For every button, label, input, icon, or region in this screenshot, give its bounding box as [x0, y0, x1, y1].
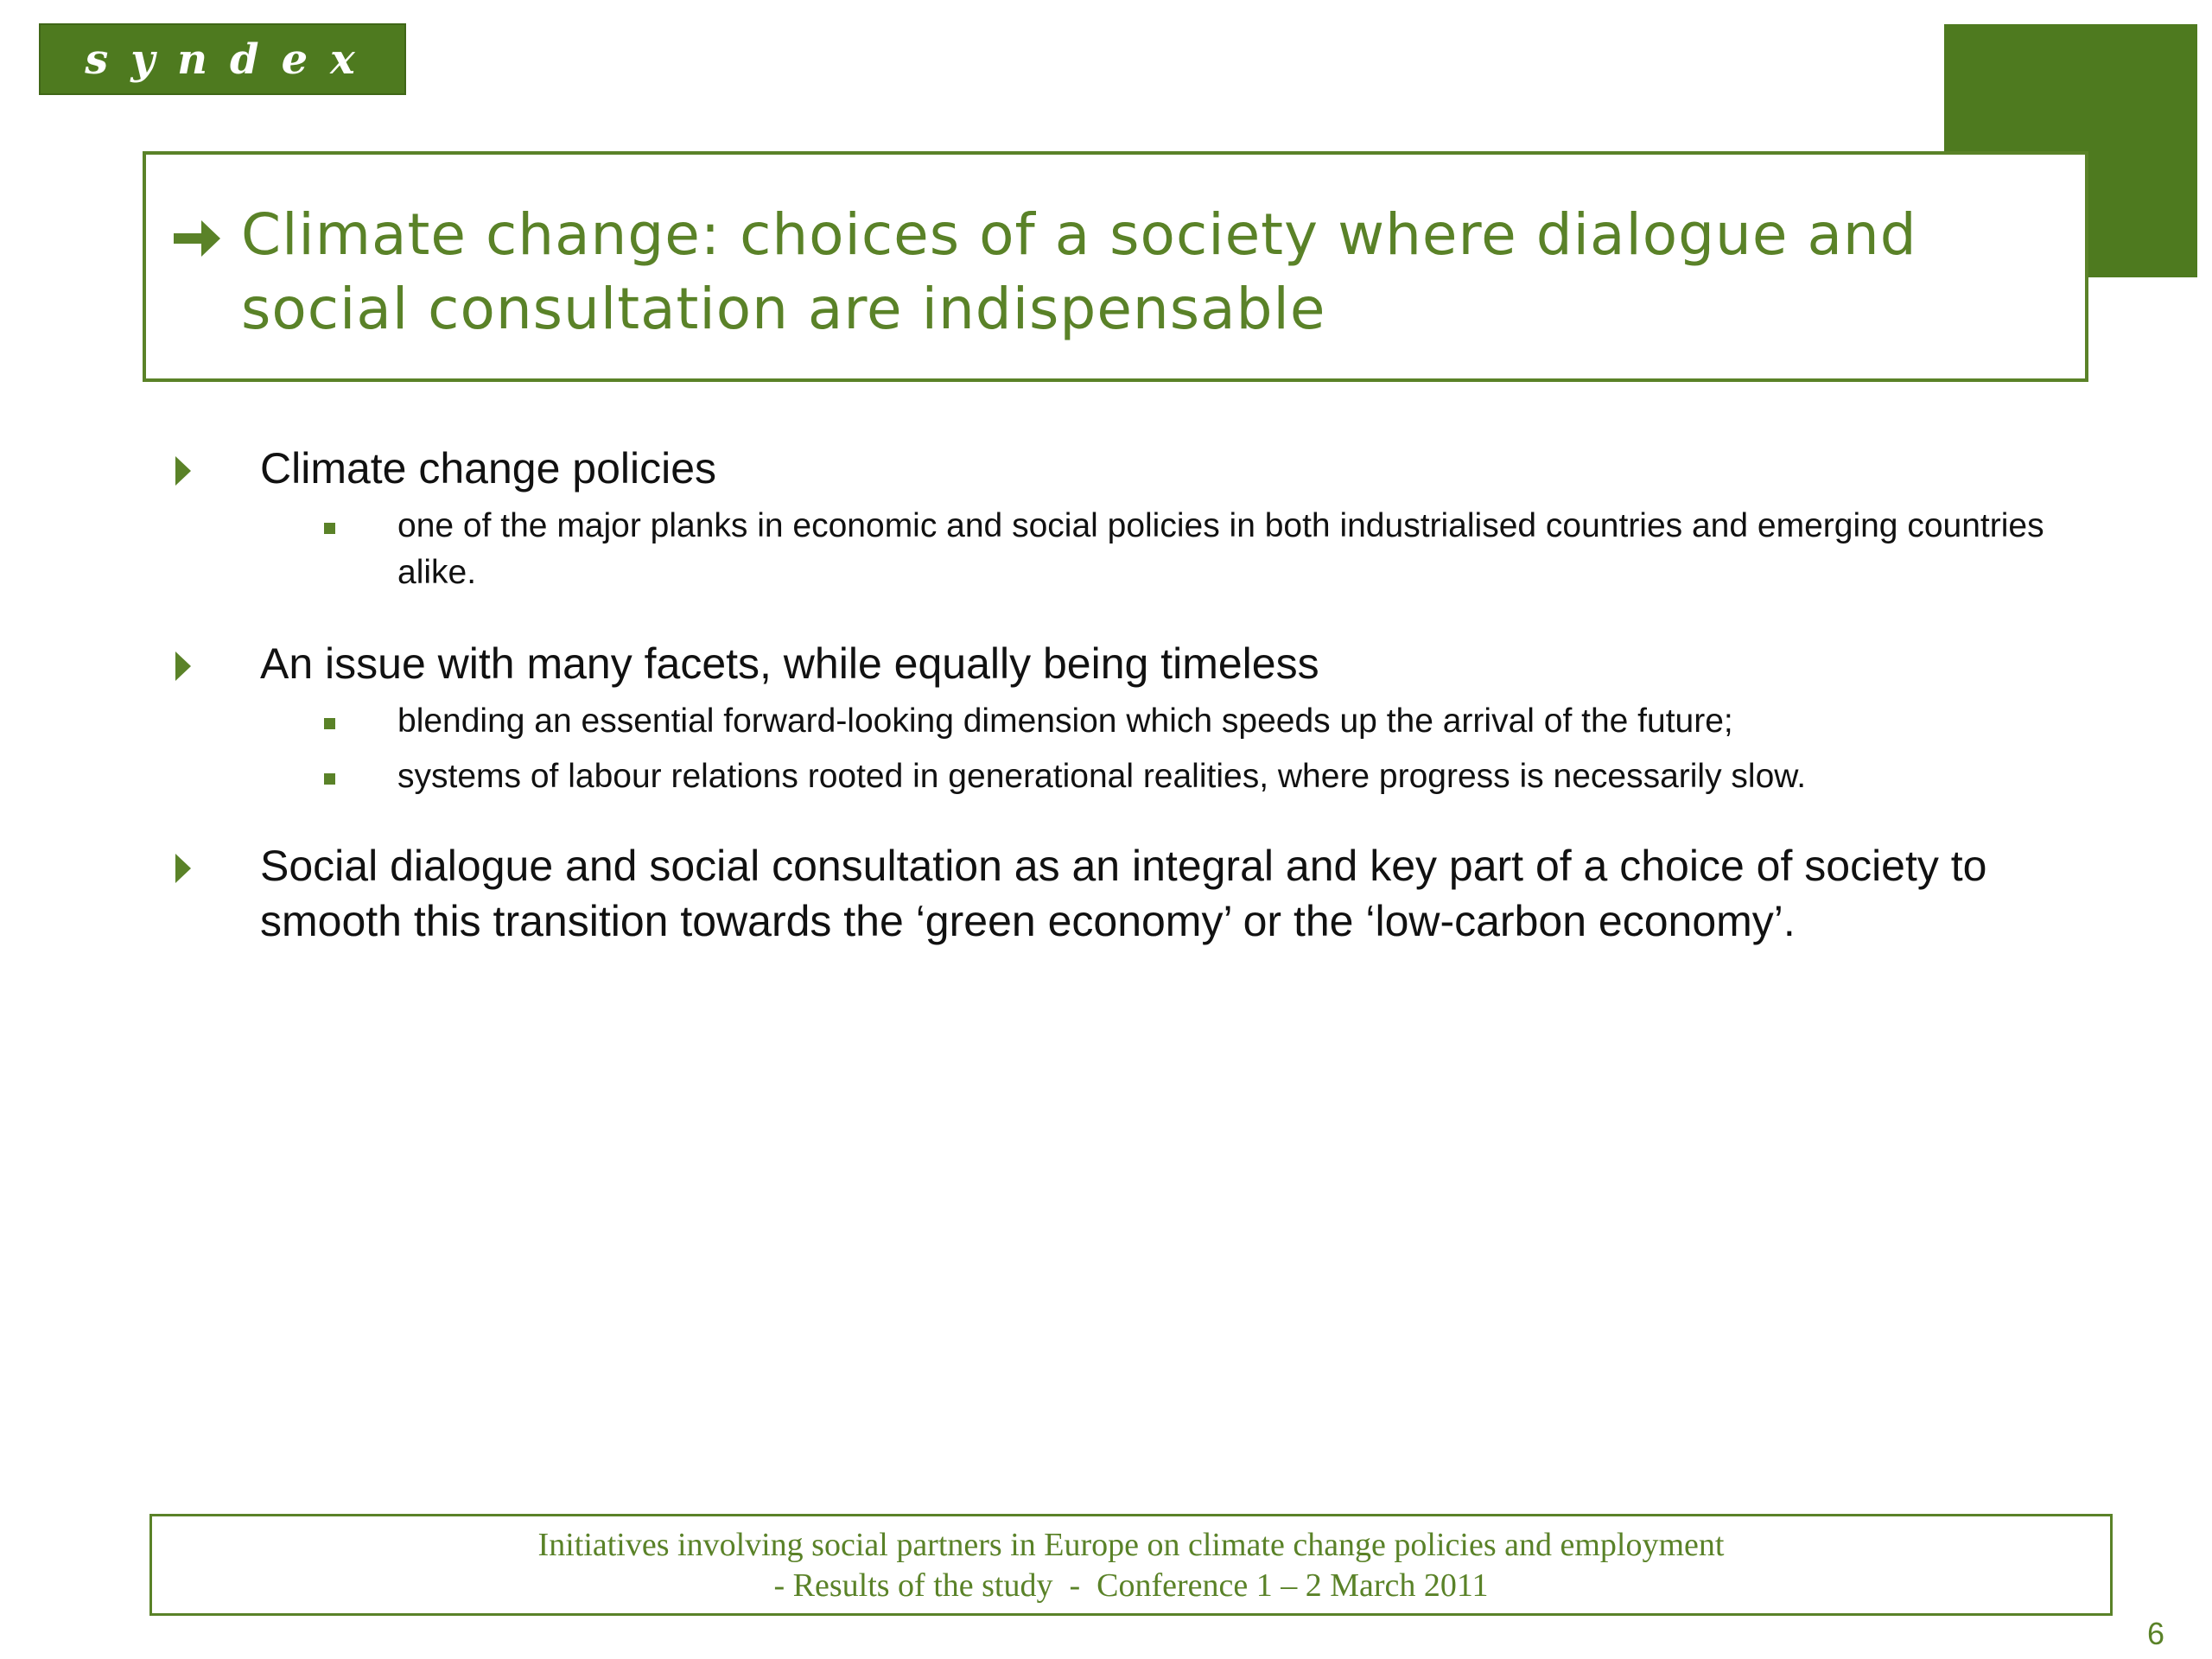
title-box [143, 151, 2088, 382]
triangle-bullet-icon [175, 652, 191, 681]
square-bullet-icon [324, 523, 335, 534]
bullet-climate-policies [168, 441, 2069, 496]
bullet-text: Climate change policies [260, 444, 717, 493]
square-bullet-icon [324, 718, 335, 729]
sub-bullet-item [324, 503, 2069, 596]
sub-bullet-item [324, 753, 2069, 800]
page-number: 6 [2147, 1616, 2165, 1651]
sub-bullet-text: systems of labour relations rooted in generational realities, where progress is necessarily slow. [397, 758, 1807, 795]
footer-line-2: - Results of the study - Conference 1 – 2 March 2011 [773, 1567, 1489, 1604]
sub-bullet-text: one of the major planks in economic and social policies in both industrialised countries and emerging countries alike. [397, 507, 2044, 591]
sub-bullet-item [324, 698, 2069, 745]
syndex-logo [39, 23, 406, 95]
slide-title: Climate change: choices of a society where dialogue and social consultation are indispensable [241, 201, 1917, 342]
triangle-bullet-icon [175, 854, 191, 883]
footer-line-1: Initiatives involving social partners in Europe on climate change policies and employment [537, 1527, 1725, 1563]
sub-bullet-list [324, 503, 2069, 596]
bullet-text: An issue with many facets, while equally being timeless [260, 639, 1319, 688]
bullet-text: Social dialogue and social consultation as an integral and key part of a choice of society to smooth this transition towards the ‘green economy’ or the ‘low-carbon economy’. [260, 842, 1987, 945]
bullet-social-dialogue [168, 838, 2069, 949]
bullet-many-facets [168, 636, 2069, 691]
sub-bullet-text: blending an essential forward-looking dimension which speeds up the arrival of the future; [397, 702, 1733, 740]
sub-bullet-list [324, 698, 2069, 800]
right-arrow-icon [170, 208, 222, 269]
triangle-bullet-icon [175, 456, 191, 486]
slide-body [168, 441, 2069, 949]
footer-box [149, 1514, 2113, 1616]
logo-text: syndex [85, 35, 378, 84]
square-bullet-icon [324, 773, 335, 785]
